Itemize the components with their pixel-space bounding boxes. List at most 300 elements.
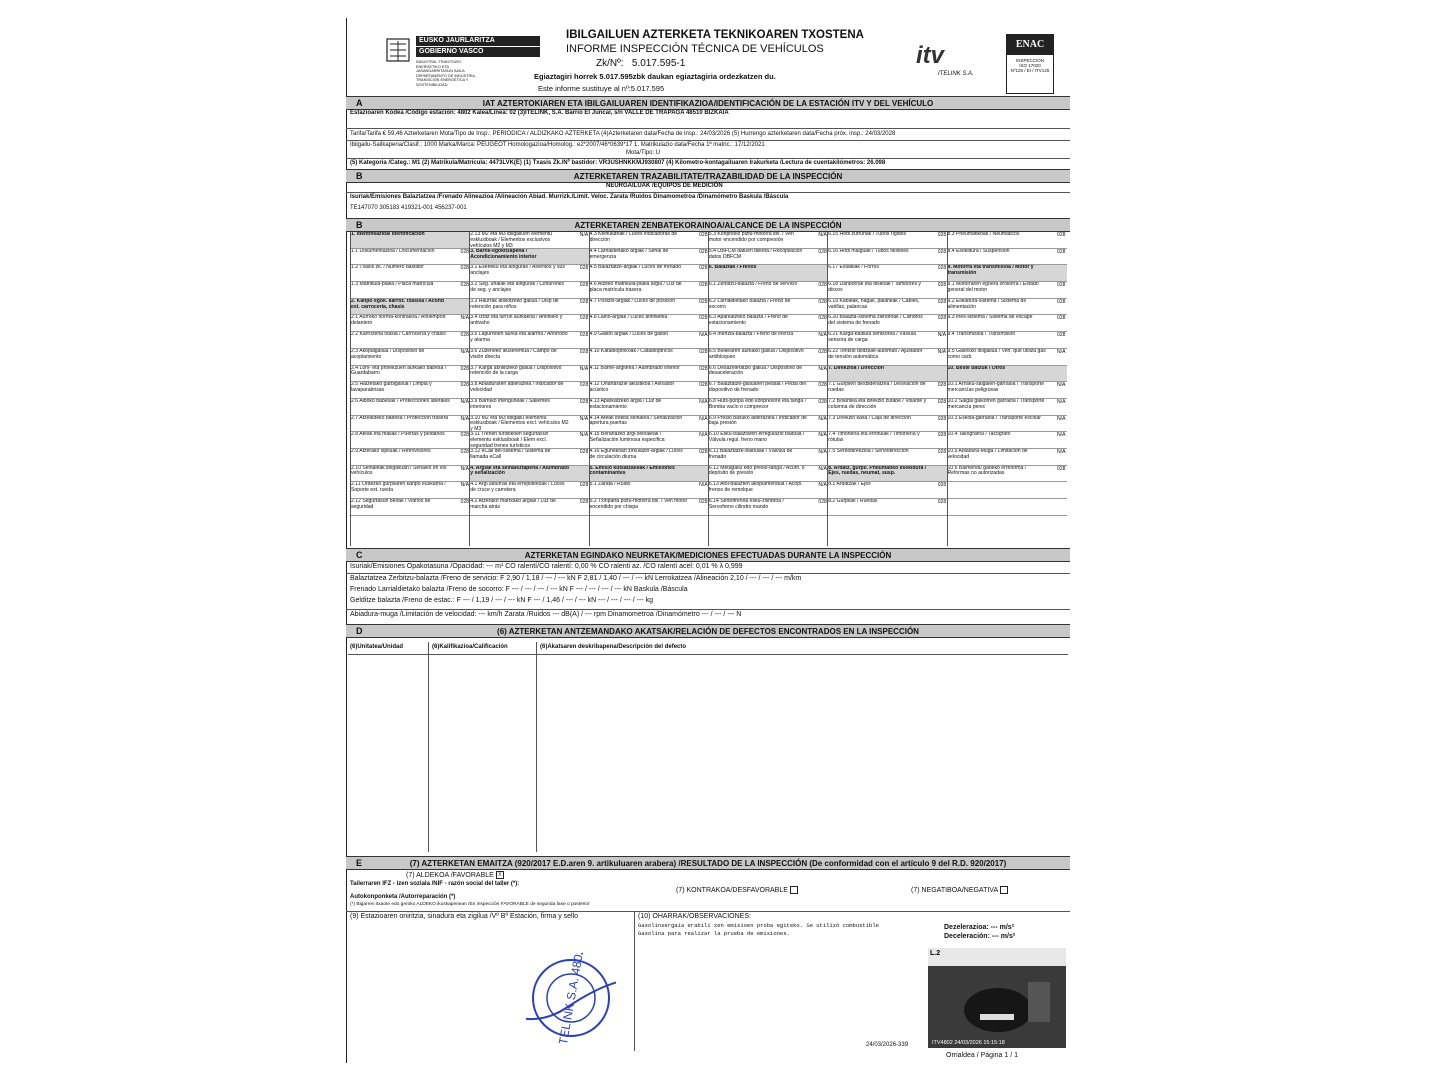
emissions-measures: Isuriak/Emisiones Opakotasuna /Opacidad: --- m¹ CO ralentí/CO ralentí: 0,00 % CO ralenti az. /CO ralentí acel: 0,01 % λ 0,999: [350, 563, 743, 570]
scope-item-label: 2.5 Haizetako garbigailua / Limpia y lavaparabrisas: [351, 382, 432, 394]
scope-item: [709, 466, 828, 483]
scope-item: [828, 399, 947, 416]
scope-item: [948, 299, 1067, 316]
observations-text-1: Gasolinsergaia erabili zen emisioen proba egiteko. Se utilizó combustible: [638, 922, 879, 929]
scope-item-label: 6.21 Karga-balbula sentsorea / Válvula sensora de carga: [828, 332, 916, 343]
scope-item: [590, 349, 709, 366]
equipment-values: TE147070 305183 419321-001 456237-001: [350, 205, 467, 211]
scope-item-result: N/A: [818, 415, 827, 422]
scope-item: [470, 249, 589, 266]
scope-item-label: 4.3 Keinukariak / Luces indicadoras de dirección: [589, 232, 678, 243]
scope-item: [590, 432, 709, 449]
scope-item-result: N/A: [460, 315, 469, 322]
scope-item: [590, 265, 709, 282]
scope-item-result: 028: [460, 332, 469, 339]
scope-item-result: 028: [699, 315, 708, 322]
scope-item-result: N/A: [460, 482, 469, 489]
scope-item-label: 6.6 Desazeleratzio gailua / Dispositivo de desaceleración: [708, 365, 803, 377]
scope-item: [948, 349, 1067, 366]
scope-item-label: 4.9 Galibo argiak / Luces de gálibo: [589, 332, 669, 338]
scope-item: [948, 232, 1067, 249]
defects-table: [348, 642, 1068, 852]
scope-item: [709, 432, 828, 449]
scope-item-label: 3.6 Zuzeneko ikuseremua / Campo de visión directa: [470, 348, 557, 360]
scope-item: [351, 382, 470, 399]
scope-item-label: 6.1 Zerbitzu-balazta / Freno de servicio: [708, 282, 798, 288]
scope-item-result: 028: [937, 248, 947, 255]
scope-item: [948, 332, 1067, 349]
section-a-header: A IAT AZTERTOKIAREN ETA IBILGAILUAREN IDENTIFIKAZIOA/IDENTIFICACIÓN DE LA ESTACIÓN ITV Y DEL VEHÍCULO: [346, 96, 1070, 110]
scope-item-label: 10.2 Salgai galkorren garraioa / Transporte mercancía perec: [947, 398, 1045, 410]
scope-item: [948, 482, 1067, 499]
scope-item: [948, 432, 1067, 449]
workshop-field: Tailerraren IFZ - izen soziala /NIF - razón social del taller (*):: [350, 881, 520, 887]
scope-item: [590, 332, 709, 349]
scope-item-label: 3.5 Lapurreten aurka eta alarma / Antirrobo y alarma: [470, 332, 568, 343]
scope-item: [828, 466, 947, 483]
scope-item-label: 6.17 Estalkiak / Forros: [828, 265, 879, 271]
defects-col-desc: (6)Akatsaren deskribapena/Descripción del defecto: [540, 644, 687, 650]
scope-item-label: 1.2 Txasis zk. / Número bastidor: [351, 265, 424, 271]
scope-item-result: N/A: [1057, 398, 1066, 405]
scope-item: [709, 249, 828, 266]
scope-item-label: 4.15 Berariazko argi-seinaleak / Señalización luminosa específica: [589, 432, 665, 444]
scope-item: [590, 449, 709, 466]
scope-item-result: 028: [1057, 315, 1066, 322]
scope-item-result: N/A: [699, 432, 708, 439]
scope-item-label: 3.12 eCall dei-sistema / Sistema de llamada eCall: [470, 448, 551, 460]
scope-item-label: 6.2 Larrialdietako balazta / Freno de socorro: [708, 298, 791, 310]
scope-item-label: 5. Emisio kutsatzaileak / Emisiones contaminantes: [589, 465, 675, 477]
scope-item: [590, 299, 709, 316]
department-text: INDUSTRIA, TRANTSIZIO ENERGETIKO ETA JASANGARRITASUN SAILA DEPARTAMENTO DE INDUSTRIA, TRANSICIÓN ENERGÉTICA Y SOSTENIBILIDAD: [416, 60, 476, 87]
scope-item-result: 028: [579, 348, 589, 355]
scope-item-label: 10.3 Eskola-garraioa / Transporte escolar: [947, 415, 1041, 421]
scope-item-label: 7. Direkzioa / Dirección: [828, 365, 884, 371]
scope-item-label: 6.7 Balaztatze-gailuaren pedala / Pedal del dispositivo de frenado: [708, 382, 807, 394]
scope-item-label: 3.2 Seg. uhalak eta aingurak / Cinturones de seg. y anclajes: [470, 282, 565, 293]
scope-item-label: 2.2 Karrozeria txasia / Carrocería y chasis: [351, 332, 446, 338]
scope-item-result: 028: [699, 298, 708, 305]
scope-item-result: 028: [579, 382, 589, 389]
scope-column: [947, 232, 1067, 546]
scope-item-result: N/A: [818, 448, 827, 455]
scope-item-result: N/A: [818, 332, 827, 339]
scope-item-label: 10.5 Abiadura-Muga / Limitación de velocidad: [947, 448, 1028, 460]
scope-item-label: 8. Ardatz, gurpil. Pneumatiko esekidura / Ejes, ruedas, neumat, susp.: [828, 465, 927, 477]
scope-item-result: 028: [460, 499, 469, 505]
scope-item-label: 9.1 Motorraren egoera orokorra / Estado general del motor: [947, 282, 1039, 293]
scope-item-result: N/A: [699, 332, 708, 339]
scope-item: [828, 332, 947, 349]
scope-item-label: 7.4 Timoneria eta errotulak / Timonería y rótulas: [828, 432, 920, 444]
scope-item: [828, 366, 947, 383]
scope-item-result: 028: [579, 332, 589, 339]
scope-item-label: 7.2 Bolantea eta direkzio zutabe / Volante y columna de dirección: [828, 398, 927, 410]
scope-item-label: 4.4 Larrialdietako argiak / Señal de emergencia: [589, 248, 669, 260]
scope-item: [828, 282, 947, 299]
scope-item-label: 8.2 Gurpilak / Ruedas: [828, 499, 878, 504]
scope-item-label: 4.6 Atzeko matrikula-plaka argia / Luz de placa matrícula trasera: [589, 282, 682, 293]
scope-item-result: 028: [818, 348, 827, 355]
scope-item-label: 6.5 Blokearen aurkako gailua / Dispositivo antibloqueo: [708, 348, 804, 360]
scope-item-label: 6.22 Tentsio doitzaile-automati / Ajustador de tensión automática: [828, 348, 923, 360]
scope-item-result: 028: [579, 298, 589, 305]
scope-item-label: 6.8 Huts-ponpa edo konpresore eta tanga / Bomba vacío o compresor: [708, 398, 807, 410]
scope-item-result: 028: [699, 365, 708, 372]
scope-item-result: 028: [460, 282, 469, 289]
scope-item-label: 6.3 Aparkatzeko balazta / Freno de estacionamiento: [708, 315, 788, 327]
scope-item-label: 6.10 Esku-balaztaren erregulazio balbula / Válvula regul. freno mano: [708, 432, 805, 444]
scope-item-label: 3.7 Karga atxikitzeko gailua / Dispositivo retención de la carga: [470, 365, 562, 377]
scope-item: [590, 315, 709, 332]
scope-item: [470, 382, 589, 399]
scope-item-label: 8.3 Pneumatikoak / Neumáticos: [947, 232, 1020, 237]
scope-item: [590, 416, 709, 433]
scope-item: [948, 416, 1067, 433]
scope-item-label: 9.5 Gasesko ibilgailua / Veh. que utiliza gas como carb.: [947, 348, 1046, 360]
scope-item: [709, 349, 828, 366]
enac-logo: ENAC INSPECCIÓN ISO 17020 Nº125 / EI / ITV125: [1006, 34, 1054, 94]
scope-item-label: 2.10 Seinaleak ibilgailuan / Señales en los vehículos: [351, 465, 447, 477]
scope-item-result: N/A: [699, 482, 708, 489]
stamp-text: ITELINK S.A. 4802: [555, 953, 587, 1043]
photo-caption: ITV4802 24/03/2026 15:15:18: [932, 1039, 1005, 1046]
scope-item-result: N/A: [579, 415, 589, 422]
scope-item: [590, 382, 709, 399]
scope-item-label: 8.1 Ardatzak / Ejes: [828, 482, 871, 488]
scope-item-result: 028: [1057, 465, 1066, 472]
scope-item: [351, 449, 470, 466]
scope-item-result: 028: [818, 298, 827, 305]
scope-item-label: 5.2 Txinparta piztu-motorra ibil. / Veh motor encendido por chispa: [589, 499, 688, 510]
scope-item-result: 028: [579, 398, 589, 405]
scope-item-result: 028: [579, 499, 589, 505]
scope-item-result: 028: [937, 398, 947, 405]
scope-item-label: 4.2 Atzerako martxako argiak / Luz de marcha atrás: [470, 499, 556, 510]
scope-item-result: N/A: [579, 365, 589, 372]
scope-item: [828, 232, 947, 249]
scope-item-result: N/A: [818, 232, 827, 238]
observations-text-2: Gasolina para realizar la prueba de emisiones.: [638, 930, 790, 937]
scope-item-result: N/A: [818, 465, 827, 472]
scope-item-label: 6.16 Hodi malguak / Tubos flexibles: [828, 248, 909, 254]
scope-item-result: 028: [699, 265, 708, 272]
scope-item: [351, 332, 470, 349]
scope-item: [351, 432, 470, 449]
scope-item-label: 8.4 Esekidura / Suspensión: [947, 248, 1010, 254]
other-measures: Abiadura-muga /Limitación de velocidad: --- km/h Zarata /Ruidos --- dB(A) / --- rpm Dinamometroa /Dinamómetro --- / --- / --- N: [350, 611, 742, 618]
scope-item: [828, 249, 947, 266]
scope-item-label: 10.6 Baimendu gabeko erreforma / Reformas no autorizadas: [947, 465, 1027, 477]
signature-label: (9) Estazioaren oniritzia, sinadura eta zigilua /Vº Bº Estación, firma y sello: [350, 913, 579, 920]
logo-line2: GOBIERNO VASCO: [416, 47, 540, 57]
scope-item: [470, 416, 589, 433]
scope-item-result: 028: [937, 415, 947, 422]
station-stamp: [526, 953, 616, 1043]
scope-item-label: 4.13 Aparkatzeko argia / Luz de estacionamiento: [589, 398, 662, 410]
scope-item-result: 028: [699, 232, 708, 238]
scope-item-result: N/A: [818, 432, 827, 439]
scope-item-result: 028: [1057, 332, 1066, 339]
scope-item-result: 028: [579, 265, 589, 272]
scope-item: [948, 449, 1067, 466]
classification-row: Ibilgailu-Sailkapena/Clasif.: 1000 Marka/Marca: PEUGEOT Homologazioa/Homolog.: e2*2007/46*0639*17 1. Matrikulazio data/Fecha 1ª matric.: 17/12/2021: [350, 142, 765, 148]
scope-item: [590, 399, 709, 416]
equipment-subtitle: NEURGAILUAK /EQUIPOS DE MEDICIÓN: [606, 183, 723, 189]
unfavorable-checkbox: [790, 886, 798, 894]
scope-item: [709, 332, 828, 349]
scope-item-label: 1. Identifikazioa/ Identificación: [351, 232, 425, 237]
scope-item-result: N/A: [1057, 348, 1066, 355]
scope-item-label: 6.14 Serbofrenoa esku-zilindroa / Servofreno cilindro mando: [708, 499, 784, 510]
section-b-header: B AZTERKETAREN TRAZABILITATE/TRAZABILIDAD DE LA INSPECCIÓN: [346, 169, 1070, 183]
scope-item-label: 6.19 Kableak, hagak, palankak / Cables, varillas, palancas: [828, 298, 920, 310]
scope-item-result: N/A: [937, 348, 947, 355]
scope-item-label: 6.15 Hodi zurrunak / Tubos rígidos: [828, 232, 907, 237]
type-row: Mota/Tipo: U: [626, 150, 661, 156]
scope-item-result: 028: [818, 382, 827, 389]
scope-item-result: 028: [1057, 282, 1066, 289]
scope-item-label: 6.11 Balaztatze-balbulak / Válvula de frenado: [708, 448, 793, 460]
scope-item-label: 6.12 Metagailu edo presio-tanga / Acum. o depósito de presión: [708, 465, 805, 477]
scope-item-label: 3.11 Trenen turistikoen segurtasun elementu esklusiboak / Elem excl. seguridad trenes turísticos: [470, 432, 549, 449]
scope-item-label: 4.14 Ateak irekita seinalea / Señalización apertura puertas: [589, 415, 683, 427]
scope-item-label: 1.1 Dokumentazioa / Documentación: [351, 248, 435, 254]
scope-item-result: 028: [818, 248, 827, 255]
scope-item: [470, 466, 589, 483]
scope-item-result: N/A: [818, 365, 827, 372]
scope-item-result: N/A: [579, 432, 589, 439]
scope-item-label: 7.1 Gurpilen desbideratzea / Desviación de ruedas: [828, 382, 926, 394]
scope-item: [709, 416, 828, 433]
scope-item-label: 4. Argiak eta seinaleztapena / Alumbrado y señalización: [470, 465, 569, 477]
scope-item: [590, 366, 709, 383]
scope-item-result: 028: [699, 499, 708, 505]
scope-item: [351, 265, 470, 282]
scope-item-result: 028: [1057, 248, 1066, 255]
scope-item-label: 3.1 Eserleku eta aingurak / Asientos y sus anclajes: [470, 265, 565, 277]
self-repair-note: (*) Bigarren itxaote edo geroko ALDEKO ikuskapenean /En inspección FAVORABLE de segunda fase o posterior: [350, 902, 590, 907]
negative-checkbox: [1000, 886, 1008, 894]
scope-item-label: 4.1 Argi laburrak eta errepidekoak / Luces de cruce y carretera: [470, 482, 565, 494]
scope-item: [948, 382, 1067, 399]
scope-item: [470, 499, 589, 516]
vehicle-row: (5) Kategoria /Categ.: M1 (2) Matrikula/Matrícula: 4473LVK(E) (1) Txasis Zk./Nº bastidor: VR3USHNKKMJ930807 (4) Kilometro-kontagailuaren Irakurketa /Lectura de cuentakilómetros: 26.098: [350, 160, 886, 166]
scope-item-label: 2. Kanpo egok. karroz. txasisa / Acond ext. carrocería, chasis: [351, 298, 444, 310]
scope-item-result: 028: [937, 298, 947, 305]
scope-item-result: 028: [937, 382, 947, 389]
scope-item: [351, 315, 470, 332]
tariff-row: Tarifa/Tarifa € 59,46 Azterketaren Mota/Tipo de Insp.: PERIODICA / ALDIZKAKO AZTERKETA (4)Azterketaren data/Fecha de insp.: 24/03/2026 (5) Hurrengo azterketaren data/Fecha próx. insp.: 24/03/2028: [350, 131, 896, 137]
vehicle-photo: [928, 948, 1066, 1048]
scope-item-result: 028: [699, 282, 708, 289]
scope-item-label: 4.8 Laino-argiak / Luces antiniebla: [589, 315, 668, 321]
replaces-note-es: Este informe sustituye al nº:5.017.595: [538, 84, 665, 93]
scope-item: [948, 499, 1067, 516]
scope-item-label: 2.7 Atzealdeko babesa / Protección trasera: [351, 415, 449, 421]
scope-item: [470, 449, 589, 466]
parking-brake-measures: Gelditze balazta /Freno de estac.: F --- / 1,19 / --- / --- kN F --- / 1,46 / --- / --- kN --- / --- / --- / --- kg: [350, 597, 653, 604]
scope-item: [351, 232, 470, 249]
scope-item-result: 028: [699, 448, 708, 455]
scope-item-result: 028: [937, 232, 947, 238]
scope-item-result: 028: [937, 282, 947, 289]
scope-item-result: 028: [937, 315, 947, 322]
station-row: Estazioaren Kodea /Código estación: 4802 Kalea/Línea: 02 (3)ITELINK, S.A. Barrio El Juncal, s/n VALLE DE TRAPAGA 48510 BIZKAIA: [350, 110, 729, 116]
scope-item-label: 6.18 Danborrak eta diskoak / Tambores y discos: [828, 282, 921, 293]
scope-item: [590, 282, 709, 299]
scope-item-label: 9.2 Elikadura-sistema / Sistema de alimentación: [947, 298, 1027, 310]
scope-item: [948, 282, 1067, 299]
scope-item-result: 028: [1057, 298, 1066, 305]
scope-item: [470, 265, 589, 282]
scope-item-result: 028: [937, 265, 947, 272]
scope-column: [827, 232, 947, 546]
scope-item-result: 028: [699, 348, 708, 355]
favorable-checkbox: X: [496, 871, 504, 879]
scope-item-label: 9.4 Transmisioa / Transmisión: [947, 332, 1016, 338]
inspection-report: [346, 18, 1070, 1063]
scope-item-result: 028: [579, 282, 589, 289]
scope-item-label: 6.4 Inertzia-balazta / Freno de inercia: [708, 332, 794, 338]
scope-item: [351, 416, 470, 433]
scope-item-label: 9. Motorra eta transmisioa / Motor y transmisión: [947, 265, 1034, 277]
scope-item-result: 028: [699, 248, 708, 255]
scope-item-result: N/A: [460, 415, 469, 422]
scope-item: [470, 349, 589, 366]
scope-item-label: 3.8 Abiaduraren adierazlea / Indicador de velocidad: [470, 382, 564, 394]
scope-item: [709, 382, 828, 399]
scope-item: [709, 399, 828, 416]
scope-item: [828, 499, 947, 516]
scope-item: [351, 366, 470, 383]
scope-item: [351, 499, 470, 516]
scope-column: [350, 232, 470, 546]
scope-item: [590, 466, 709, 483]
scope-item: [709, 299, 828, 316]
scope-item-label: 1.3 Matrikula-plaka / Placa matrícula: [351, 282, 434, 288]
scope-item: [590, 249, 709, 266]
scope-item-result: 028: [460, 265, 469, 272]
scope-item: [828, 416, 947, 433]
scope-item-label: 10.4 Takografoa / Tacógrafo: [947, 432, 1011, 438]
observations-label: (10) OHARRAK/OBSERVACIONES:: [638, 913, 751, 920]
sign-date: 24/03/2026-339: [866, 1042, 909, 1048]
page-number: Orrialdea / Página 1 / 1: [946, 1052, 1018, 1059]
scope-item: [948, 249, 1067, 266]
defects-col-unit: (6)Unitatea/Unidad: [350, 644, 404, 650]
scope-item-result: 028: [818, 315, 827, 322]
scope-item-label: 5.1 Zarata / Ruido: [589, 482, 631, 488]
scope-item-label: 4.16 Egunekoan zirkulazio-argiak / Luces de circulación diurna: [589, 448, 683, 460]
scope-column: [589, 232, 709, 546]
section-b2-header: B AZTERKETAREN ZENBATEKORAINOA/ALCANCE DE LA INSPECCIÓN: [346, 218, 1070, 232]
scope-item: [709, 499, 828, 516]
scope-item-result: 028: [1057, 232, 1066, 238]
scope-item-label: 2.12 Segurtasun beirak / Vidrios de seguridad: [351, 499, 431, 510]
scope-item: [948, 399, 1067, 416]
equipment-header: Isuriak/Emisiones Balaztatzea /Frenado Alineazioa /Alineación Abiad. Murrizk./Limit. Veloc. Zarata /Ruidos Dinamometroa /Dinamómetro Baskula /Báscula: [350, 194, 789, 200]
scope-item: [828, 349, 947, 366]
scope-item-label: 7.3 Direkzio kaxa / Caja de dirección: [828, 415, 911, 421]
scope-item-label: 6. Balaztak / Frenos: [708, 265, 757, 271]
scope-item: [948, 315, 1067, 332]
scope-item: [470, 232, 589, 249]
scope-item: [709, 482, 828, 499]
self-repair-field: Autokonponketa /Autorreparación (*): [350, 894, 456, 900]
scope-item-result: 028: [579, 315, 589, 322]
scope-item-label: 3.10 M2 eta M3 ibilgailu elementu esklusiboak / Elementos excl. vehículos M2 y M3: [470, 415, 569, 433]
scope-item-result: 028: [460, 432, 469, 439]
section-c-header: C AZTERKETAN EGINDAKO NEURKETAK/MEDICIONES EFECTUADAS DURANTE LA INSPECCIÓN: [346, 548, 1070, 562]
scope-item: [351, 349, 470, 366]
scope-item-result: N/A: [818, 482, 827, 489]
scope-item-result: 028: [937, 499, 947, 505]
scope-item-label: 4.12 Ohartarazle akustikoa / Avisador acústico: [589, 382, 675, 394]
scope-item-label: 7.5 Serbodirekzioa / Servodirección: [828, 448, 909, 454]
scope-item: [709, 232, 828, 249]
deceleration-es: Deceleración: --- m/s²: [944, 933, 1016, 940]
section-e-header: E (7) AZTERKETAN EMAITZA (920/2017 E.D.aren 9. artikuluaren arabera) /RESULTADO DE LA INSPECCIÓN (De conformidad con el artículo 9 del R.D. 920/2017): [346, 856, 1070, 870]
scope-item-label: 2.3 Akoplagailua / Dispositivo de acoplamiento: [351, 348, 425, 360]
scope-item-label: 2.4 Lohi- eta proiekzuen aurkako babesa / Guardabarro: [351, 365, 447, 377]
scope-item: [828, 482, 947, 499]
scope-item-result: N/A: [460, 398, 469, 405]
scope-item: [590, 499, 709, 516]
scope-item-result: 028: [937, 482, 947, 489]
scope-item: [470, 399, 589, 416]
scope-item: [470, 315, 589, 332]
scope-item-result: N/A: [699, 415, 708, 422]
scope-item-result: N/A: [579, 232, 589, 238]
scope-item: [470, 282, 589, 299]
scope-item-label: 4.10 Katadioptrikoak / Catadióptricos: [589, 348, 673, 354]
scope-item-result: 028: [579, 482, 589, 489]
scope-item: [351, 282, 470, 299]
scope-item-label: 6.20 Balazta-sistema zilindroak / Cilindros del sistema de frenado: [828, 315, 923, 327]
scope-column: [469, 232, 589, 546]
scope-item-result: 028: [818, 499, 827, 505]
scope-item: [828, 315, 947, 332]
scope-item: [351, 399, 470, 416]
scope-item-label: 3.9 Barruko irtenguneak / Salientes interiores: [470, 398, 550, 410]
scope-item-label: 2.11 Ordezko gurpilaren kanpo euskarria / Soporte ext. rueda: [351, 482, 446, 494]
scope-item: [470, 366, 589, 383]
emergency-brake-measures: Frenado Larrialdietako balazta /Freno de socorro: F --- / --- / --- / --- kN F --- / --- / --- / --- kN Baskula /Báscula: [350, 586, 688, 593]
scope-item: [709, 265, 828, 282]
scope-item: [470, 299, 589, 316]
scope-item-result: 028: [818, 398, 827, 405]
scope-item-label: 2.13 M2 eta M3 ibilgailuen elementu esklusiboak / Elementos exclusivos vehículos M2 y M3: [470, 232, 553, 249]
scope-item-label: 2.8 Ateak eta mailak / Puertas y peldaños: [351, 432, 445, 438]
report-title-eu: IBILGAILUEN AZTERKETA TEKNIKOAREN TXOSTENA: [566, 29, 864, 41]
scope-item: [351, 299, 470, 316]
scope-item-label: 2.6 Alboko babesak / Protecciones laterales: [351, 398, 450, 404]
scope-item: [351, 466, 470, 483]
scope-item-label: 4.5 Balaztatze-argiak / Luces de frenado: [589, 265, 682, 271]
result-unfavorable: (7) KONTRAKOA/DESFAVORABLE: [676, 886, 798, 895]
scope-item: [828, 449, 947, 466]
scope-item: [709, 366, 828, 383]
scope-item: [470, 482, 589, 499]
scope-item-label: 5.3 Konpresio piztu-motorra ibil. / Veh motor encendido por compresión: [708, 232, 794, 243]
report-number: Zk/Nº: 5.017.595-1: [596, 58, 686, 69]
scope-item-result: 028: [460, 448, 469, 455]
report-title-es: INFORME INSPECCIÓN TÉCNICA DE VEHÍCULOS: [566, 43, 824, 55]
scope-item-label: 3. Barne-egokitzapena / Acondicionamiento interior: [470, 248, 537, 260]
scope-item-label: 6.13 Atoi-balazten akoplamendua / Acopl. frenos de remolque: [708, 482, 803, 494]
